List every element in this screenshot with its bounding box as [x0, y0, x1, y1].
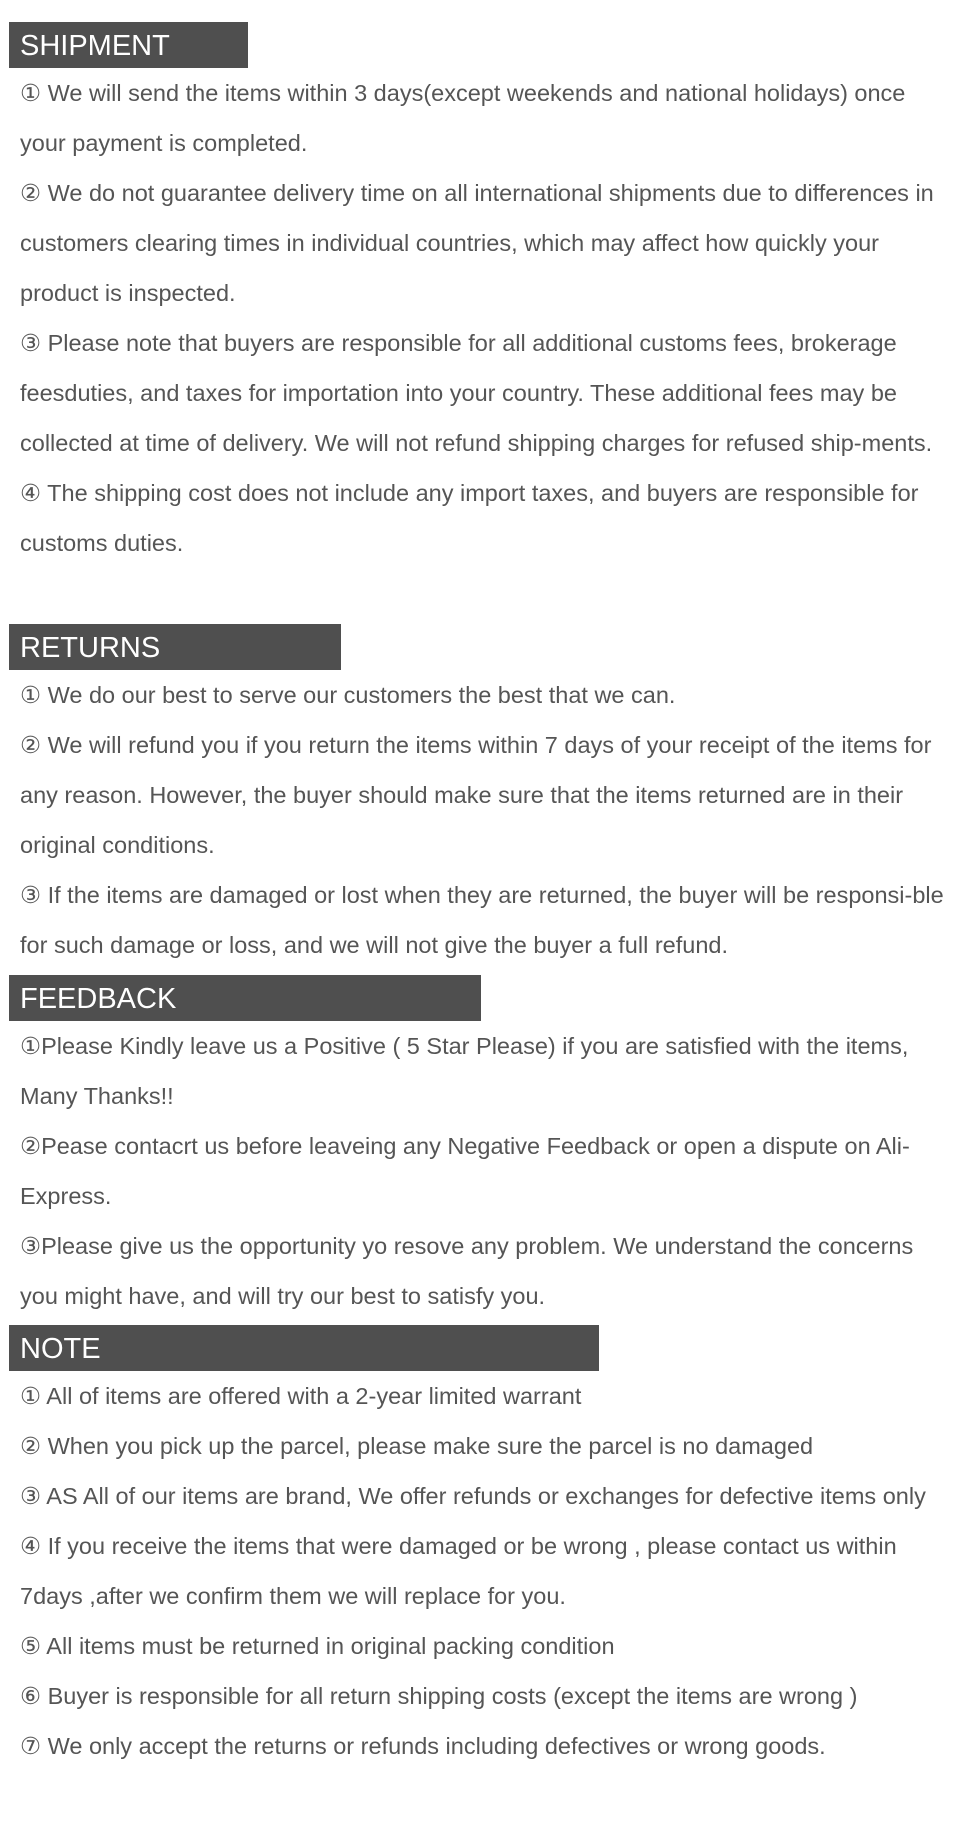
- shipment-item: ① We will send the items within 3 days(except weekends and national holidays) once your payment is completed.: [20, 80, 906, 156]
- returns-item: ① We do our best to serve our customers the best that we can.: [20, 682, 676, 708]
- note-header: NOTE: [9, 1325, 599, 1371]
- note-item: ② When you pick up the parcel, please make sure the parcel is no damaged: [20, 1433, 814, 1459]
- shipment-item: ③ Please note that buyers are responsible for all additional customs fees, brokerage feesduties, and taxes for importation into your country. These additional fees may be collected at time of delivery. We will not refund shipping charges for refused ship-ments.: [20, 330, 933, 456]
- note-item: ⑤ All items must be returned in original packing condition: [20, 1633, 615, 1659]
- returns-item: ② We will refund you if you return the items within 7 days of your receipt of the items for any reason. However, the buyer should make sure that the items returned are in their original conditions.: [20, 732, 932, 858]
- feedback-item: ②Pease contacrt us before leaveing any Negative Feedback or open a dispute on Ali-Express.: [20, 1133, 910, 1209]
- note-item: ④ If you receive the items that were damaged or be wrong , please contact us within 7days ,after we confirm them we will replace for you.: [20, 1533, 897, 1609]
- shipment-body: [20, 68, 950, 568]
- returns-item: ③ If the items are damaged or lost when they are returned, the buyer will be responsi-ble for such damage or loss, and we will not give the buyer a full refund.: [20, 882, 944, 958]
- shipment-item: ④ The shipping cost does not include any import taxes, and buyers are responsible for customs duties.: [20, 480, 919, 556]
- feedback-body: [20, 1021, 950, 1321]
- note-item: ① All of items are offered with a 2-year limited warrant: [20, 1383, 582, 1409]
- feedback-item: ①Please Kindly leave us a Positive ( 5 Star Please) if you are satisfied with the items, Many Thanks!!: [20, 1033, 909, 1109]
- shipment-header: SHIPMENT: [9, 22, 248, 68]
- note-body: [20, 1371, 950, 1771]
- note-item: ③ AS All of our items are brand, We offer refunds or exchanges for defective items only: [20, 1483, 926, 1509]
- returns-header: RETURNS: [9, 624, 341, 670]
- note-item: ⑥ Buyer is responsible for all return shipping costs (except the items are wrong ): [20, 1683, 858, 1709]
- note-item: ⑦ We only accept the returns or refunds including defectives or wrong goods.: [20, 1733, 826, 1759]
- returns-body: [20, 670, 950, 970]
- shipment-item: ② We do not guarantee delivery time on all international shipments due to differences in customers clearing times in individual countries, which may affect how quickly your product is inspected.: [20, 180, 934, 306]
- feedback-item: ③Please give us the opportunity yo resove any problem. We understand the concerns you might have, and will try our best to satisfy you.: [20, 1233, 914, 1309]
- feedback-header: FEEDBACK: [9, 975, 481, 1021]
